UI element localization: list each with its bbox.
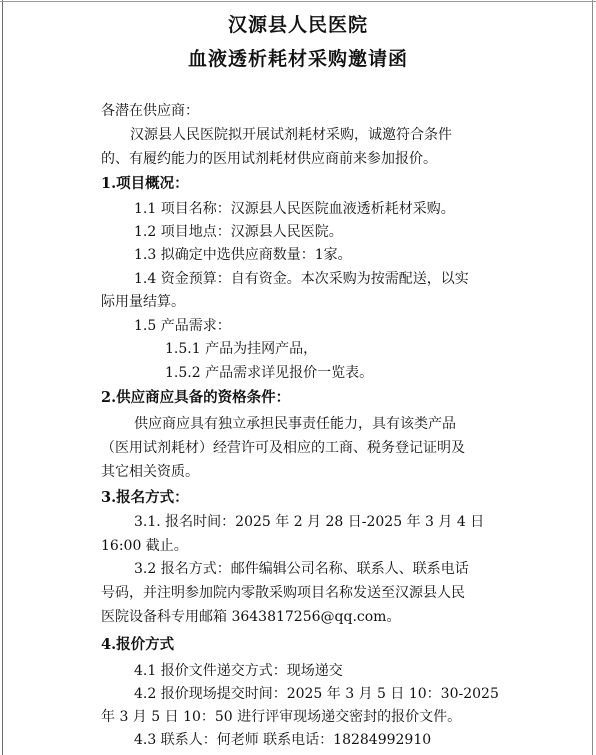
section-2-line-3: 其它相关资质。 [101,463,199,480]
item-1-2: 1.2 项目地点：汉源县人民医院。 [134,224,343,241]
section-2-heading: 2.供应商应具备的资格条件： [101,389,291,406]
scan-edge-right [592,0,593,755]
item-1-5: 1.5 产品需求： [134,318,231,335]
item-1-1: 1.1 项目名称：汉源县人民医院血液透析耗材采购。 [134,201,455,218]
item-1-5-2: 1.5.2 产品需求详见报价一览表。 [165,365,374,382]
item-4-2-line-1: 4.2 报价现场提交时间：2025 年 3 月 5 日 10：30-2025 [134,685,499,702]
item-1-5-1: 1.5.1 产品为挂网产品， [165,341,318,358]
scan-edge-left [2,0,3,755]
item-4-1: 4.1 报价文件递交方式：现场递交 [134,662,343,679]
item-3-2-line-3: 医院设备科专用邮箱 3643817256@qq.com。 [101,609,401,626]
salutation: 各潜在供应商： [101,102,199,119]
item-3-1-line-1: 3.1. 报名时间：2025 年 2 月 28 日-2025 年 3 月 4 日 [134,514,485,531]
section-3-heading: 3.报名方式： [101,488,189,506]
item-4-3: 4.3 联系人：何老师 联系电话：18284992910 [134,731,432,748]
item-3-2-line-2: 号码，并注明参加院内零散采购项目名称发送至汉源县人民 [101,585,465,602]
section-2-line-1: 供应商应具有独立承担民事责任能力，具有该类产品 [134,415,456,432]
intro-line-2: 的、有履约能力的医用试剂耗材供应商前来参加报价。 [101,150,437,167]
document-title-subject: 血液透析耗材采购邀请函 [187,48,408,70]
item-1-4-line-1: 1.4 资金预算：自有资金。本次采购为按需配送，以实 [134,271,469,288]
section-1-heading: 1.项目概况： [101,174,189,192]
section-4-heading: 4.报价方式 [101,636,175,654]
intro-line-1: 汉源县人民医院拟开展试剂耗材采购，诚邀符合条件 [130,126,452,143]
item-1-4-line-2: 际用量结算。 [101,294,185,311]
item-4-2-line-2: 年 3 月 5 日 10：50 进行评审现场递交密封的报价文件。 [101,708,462,725]
item-1-3: 1.3 拟确定中选供应商数量：1家。 [134,247,352,264]
section-2-line-2: （医用试剂耗材）经营许可及相应的工商、税务登记证明及 [101,439,465,456]
item-3-1-line-2: 16:00 截止。 [101,538,188,555]
document-title-hospital: 汉源县人民医院 [227,14,368,36]
item-3-2-line-1: 3.2 报名方式：邮件编辑公司名称、联系人、联系电话 [134,561,469,578]
scan-edge-top [0,1,596,2]
